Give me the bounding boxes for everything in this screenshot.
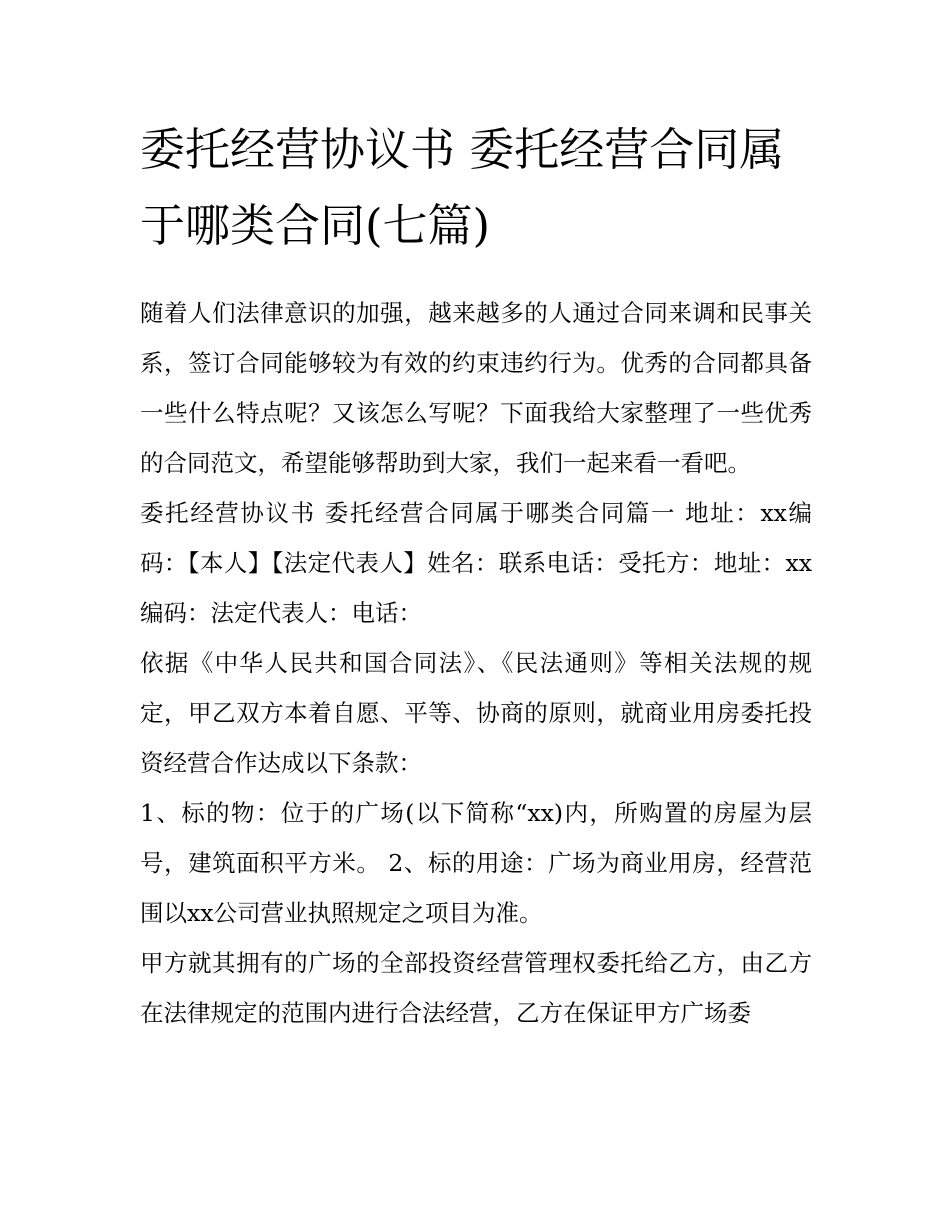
paragraph-entrustment: 甲方就其拥有的广场的全部投资经营管理权委托给乙方，由乙方在法律规定的范围内进行合法经营，乙方在保证甲方广场委: [140, 949, 812, 1027]
paragraph-parties: 委托经营协议书 委托经营合同属于哪类合同篇一 地址：xx编码：【本人】【法定代表人】姓名：联系电话：受托方：地址：xx编码：法定代表人：电话：: [140, 499, 812, 627]
paragraph-intro: 随着人们法律意识的加强，越来越多的人通过合同来调和民事关系，签订合同能够较为有效的约束违约行为。优秀的合同都具备一些什么特点呢？又该怎么写呢？下面我给大家整理了一些优秀的合同范文，希望能够帮助到大家，我们一起来看一看吧。: [140, 299, 812, 477]
document-title: 委托经营协议书 委托经营合同属于哪类合同(七篇): [140, 123, 785, 252]
document-body: [140, 112, 812, 1038]
paragraph-legal-basis: 依据《中华人民共和国合同法》、《民法通则》等相关法规的规定，甲乙双方本着自愿、平等、协商的原则，就商业用房委托投资经营合作达成以下条款：: [140, 649, 812, 777]
paragraph-subject-matter: 1、标的物：位于的广场(以下简称“xx)内，所购置的房屋为层号，建筑面积平方米。 2、标的用途：广场为商业用房，经营范围以xx公司营业执照规定之项目为准。: [140, 799, 812, 927]
